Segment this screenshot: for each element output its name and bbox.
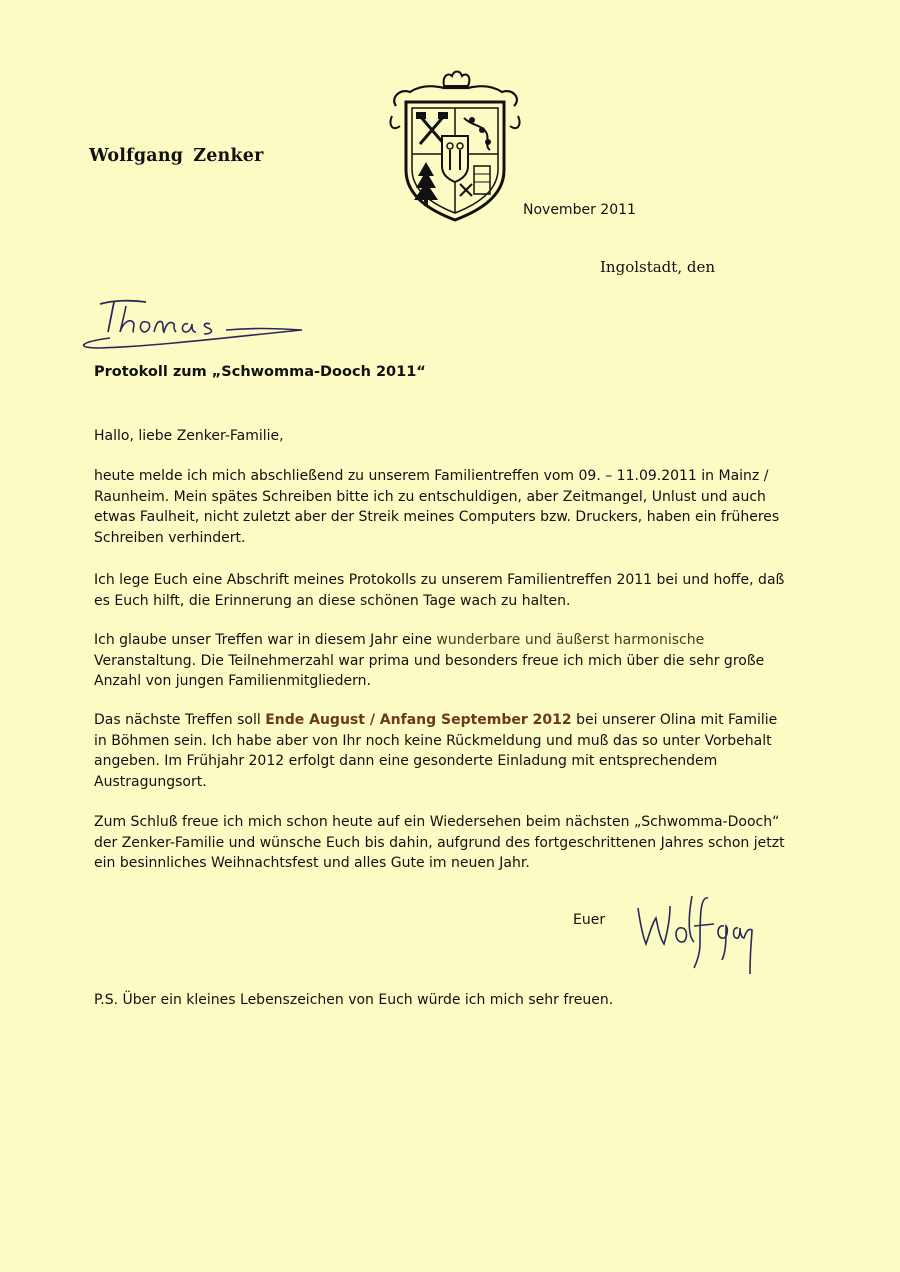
postscript: P.S. Über ein kleines Lebenszeichen von Euch würde ich mich sehr freuen.: [94, 992, 614, 1008]
letter-place: Ingolstadt, den: [600, 258, 715, 276]
family-crest-icon: [386, 66, 524, 226]
paragraph-3-emphasis: wunderbare und äußerst harmonische: [436, 632, 705, 648]
letter-date: November 2011: [523, 202, 636, 218]
paragraph-2: Ich lege Euch eine Abschrift meines Protokolls zu unserem Familientreffen 2011 bei und hoffe, daß es Euch hilft, die Erinnerung an diese schönen Tage wach zu halten.: [94, 572, 785, 609]
sender-name: [89, 146, 264, 166]
signature-handwriting: [630, 888, 760, 978]
paragraph-3-part-a: Ich glaube unser Treffen war in diesem Jahr eine: [94, 632, 437, 648]
letter-subject: Protokoll zum „Schwomma-Dooch 2011“: [94, 364, 426, 380]
paragraph-5: Zum Schluß freue ich mich schon heute auf ein Wiedersehen beim nächsten „Schwomma-Dooch“ der Zenker-Familie und wünsche Euch bis dahin, aufgrund des fortgeschrittenen Jahres schon jetzt ein besinnliches Weihnachtsfest und alles Gute im neuen Jahr.: [94, 814, 785, 871]
letter-closing: Euer: [573, 912, 606, 928]
paragraph-3: [94, 630, 794, 692]
sender-last-name: Zenker: [193, 146, 264, 166]
paragraph-4: [94, 710, 794, 792]
recipient-handwriting: [70, 290, 310, 350]
sender-first-name: Wolfgang: [89, 146, 184, 166]
paragraph-4-highlight: Ende August / Anfang September 2012: [265, 712, 572, 728]
paragraph-4-part-c: bei unserer Olina mit Familie in Böhmen sein. Ich habe aber von Ihr noch keine Rückmeldung und muß das so unter Vorbehalt angeben. Im Frühjahr 2012 erfolgt dann eine gesonderte Einladung mit entsprechendem Austragungsort.: [94, 712, 778, 790]
letter-greeting: Hallo, liebe Zenker-Familie,: [94, 428, 284, 444]
paragraph-1: heute melde ich mich abschließend zu unserem Familientreffen vom 09. – 11.09.2011 in Mainz / Raunheim. Mein spätes Schreiben bitte ich zu entschuldigen, aber Zeitmangel, Unlust und auch etwas Faulheit, nicht zuletzt aber der Streik meines Computers bzw. Druckers, haben ein früheres Schreiben verhindert.: [94, 468, 780, 546]
paragraph-4-part-a: Das nächste Treffen soll: [94, 712, 266, 728]
paragraph-3-part-c: Veranstaltung. Die Teilnehmerzahl war prima und besonders freue ich mich über die sehr große Anzahl von jungen Familienmitgliedern.: [94, 652, 765, 689]
